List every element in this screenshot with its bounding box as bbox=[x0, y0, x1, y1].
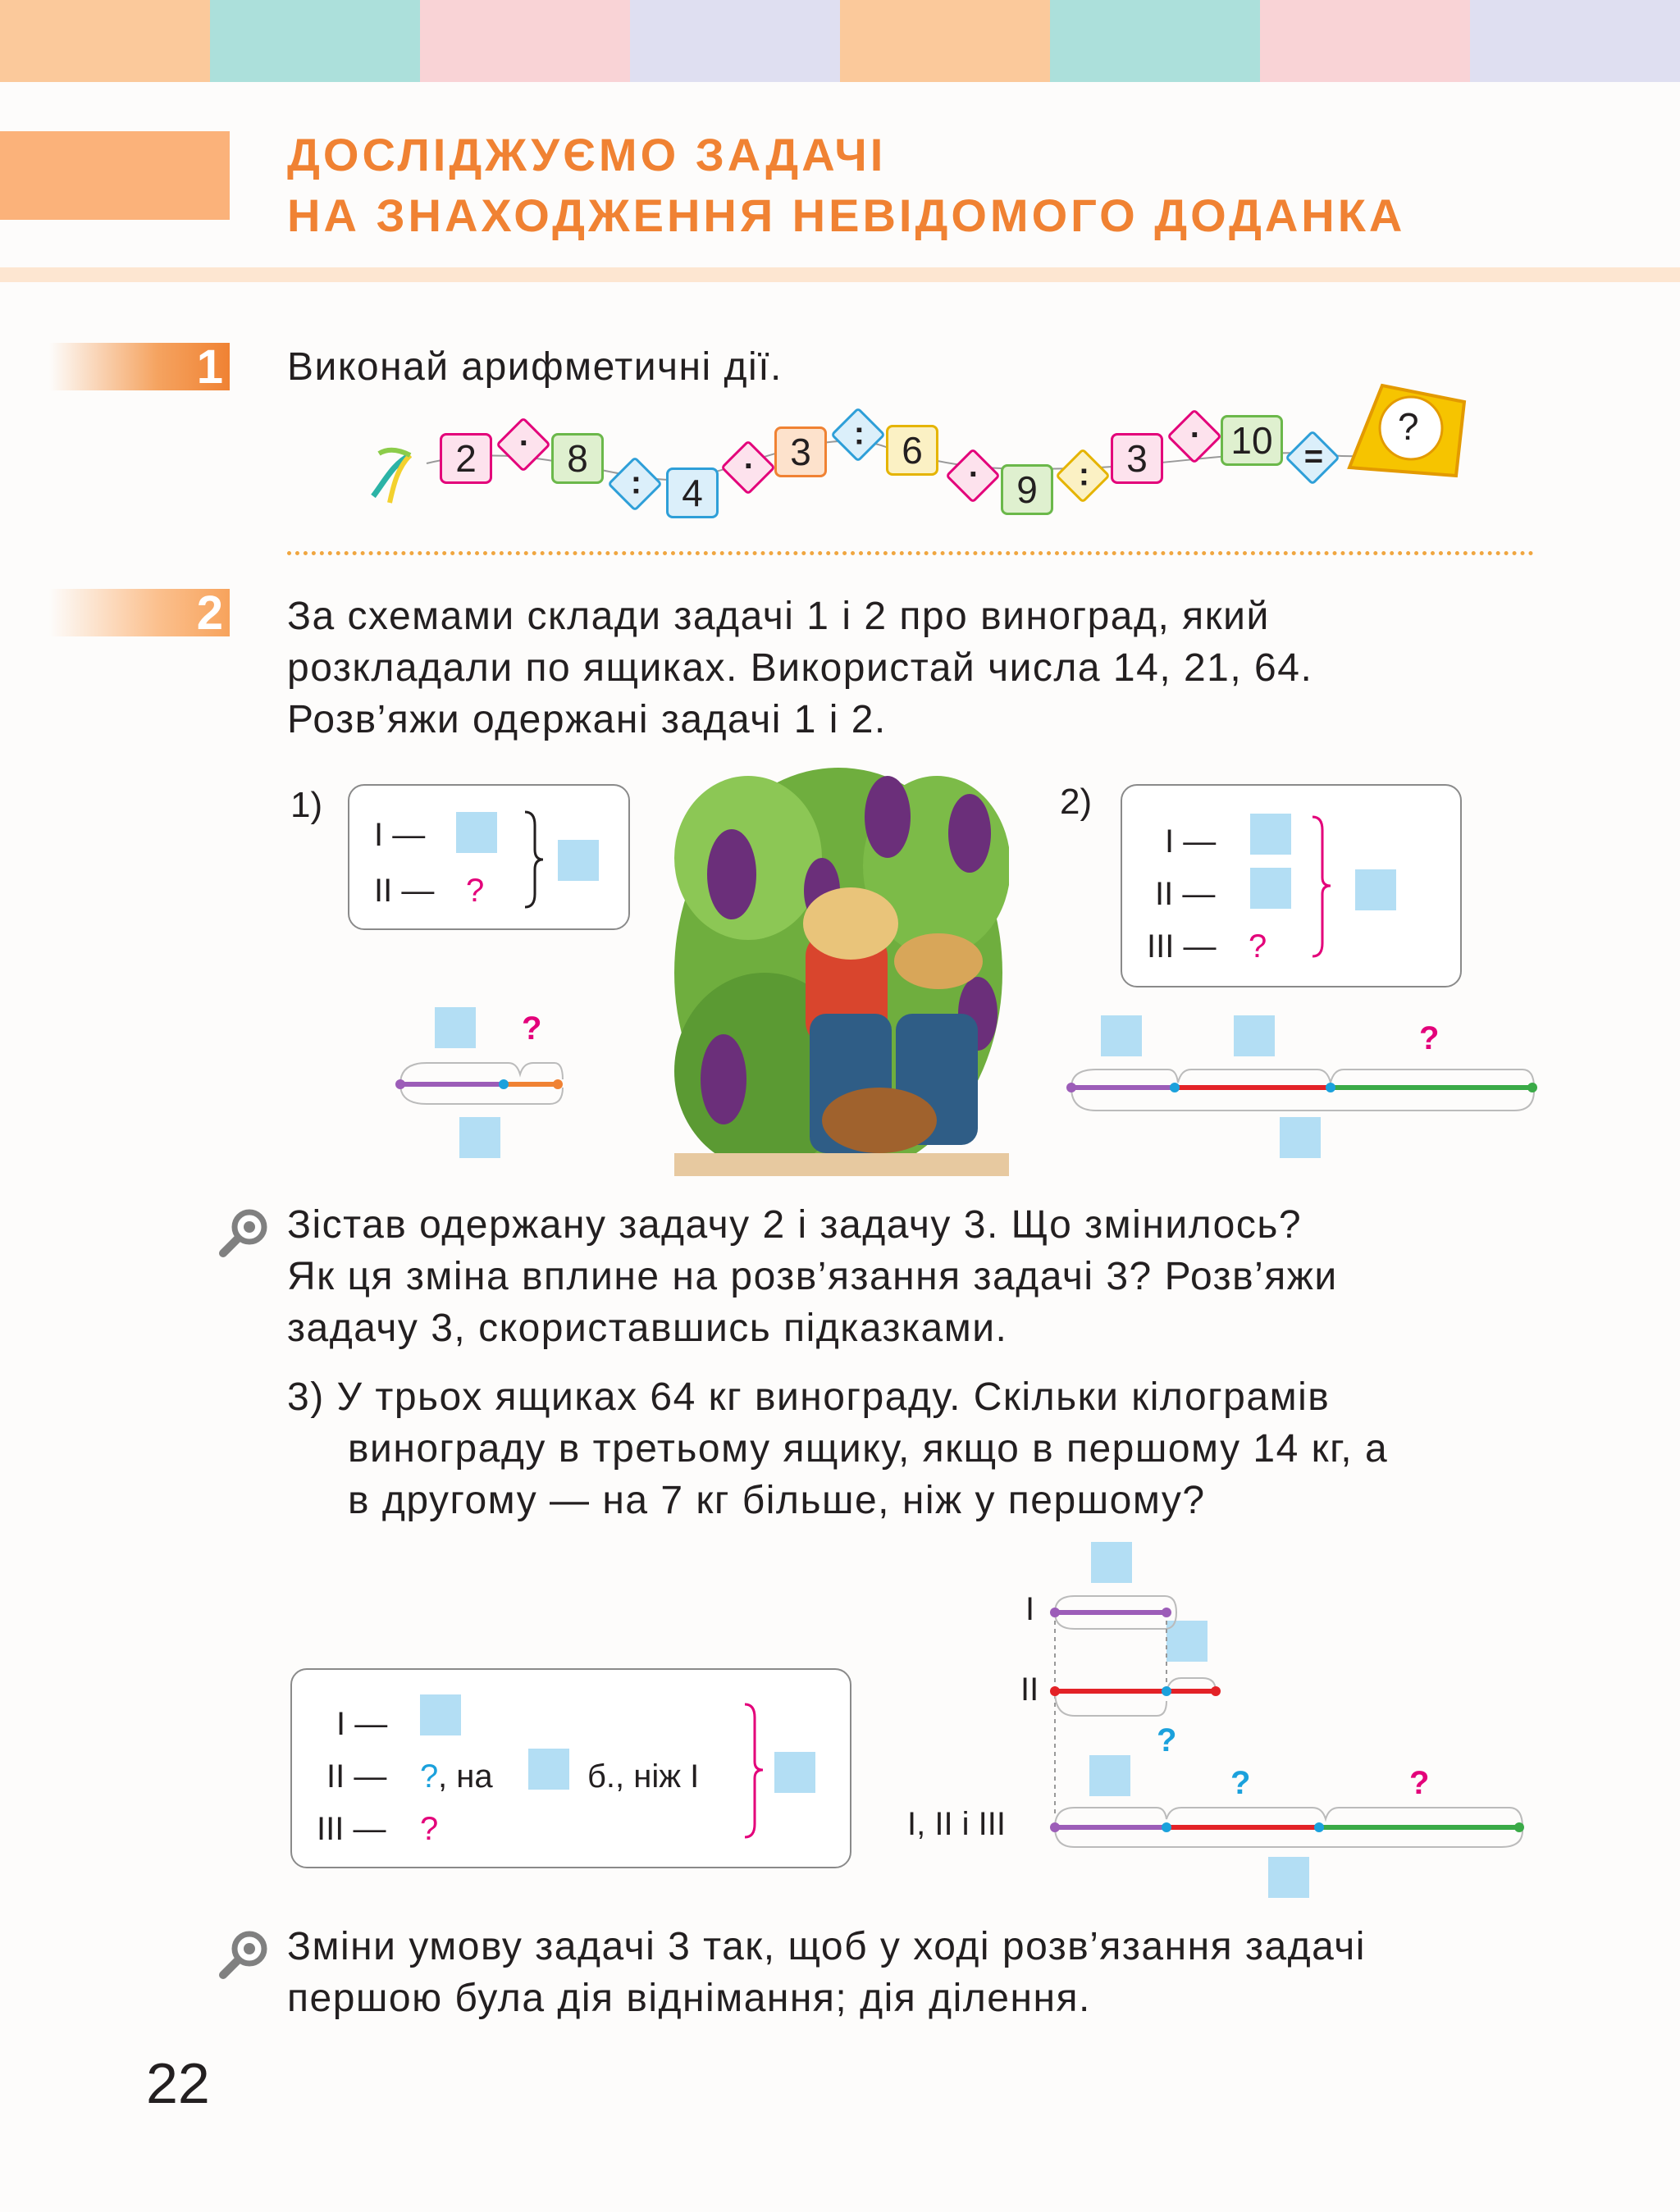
stripe bbox=[1050, 0, 1260, 82]
chain-number-box: 3 bbox=[774, 426, 827, 477]
chain-number-box: 10 bbox=[1221, 415, 1283, 466]
question-mark: ? bbox=[420, 1811, 439, 1847]
task3-line-3: в другому — на 7 кг більше, ніж у першому? bbox=[348, 1479, 1206, 1522]
op-symbol: : bbox=[853, 415, 865, 452]
scheme-3-row-3: ІІІ — bbox=[317, 1811, 386, 1847]
stripe bbox=[420, 0, 630, 82]
scheme-1-row-1: І — bbox=[374, 817, 426, 853]
ribbon-icon bbox=[369, 431, 418, 504]
answer-square bbox=[774, 1752, 815, 1793]
answer-square bbox=[459, 1117, 500, 1158]
scheme-3-row-1: І — bbox=[336, 1706, 388, 1742]
segment-diagram-1 bbox=[394, 1055, 566, 1112]
answer-square bbox=[435, 1007, 476, 1048]
answer-square bbox=[1250, 814, 1291, 855]
change-line-2: першою була дія віднімання; дія ділення. bbox=[287, 1977, 1091, 2020]
question-mark: ? bbox=[466, 873, 485, 909]
page-number: 22 bbox=[146, 2051, 210, 2115]
task1-text: Виконай арифметичні дії. bbox=[287, 345, 783, 389]
question-mark: ? bbox=[522, 1010, 542, 1047]
title-line-1: ДОСЛІДЖУЄМО ЗАДАЧІ bbox=[287, 129, 887, 180]
stripe bbox=[0, 0, 210, 82]
task3-line-1: 3) У трьох ящиках 64 кг винограду. Скільки кілограмів bbox=[287, 1375, 1331, 1419]
scheme-3-row-2-on: , на bbox=[438, 1758, 493, 1795]
question-mark: ? bbox=[1249, 928, 1267, 965]
scheme-1-label: 1) bbox=[290, 785, 323, 825]
scheme-1-row-2: ІІ — bbox=[374, 873, 435, 909]
compare-line-1: Зістав одержану задачу 2 і задачу 3. Що змінилось? bbox=[287, 1203, 1303, 1247]
task2-line-1: За схемами склади задачі 1 і 2 про виноград, який bbox=[287, 595, 1270, 638]
question-mark: ? bbox=[420, 1758, 439, 1795]
brace-icon bbox=[742, 1701, 765, 1840]
op-symbol: · bbox=[968, 456, 980, 493]
op-symbol: : bbox=[1078, 456, 1090, 493]
page-title bbox=[287, 125, 1405, 246]
chain-number-box: 2 bbox=[440, 433, 492, 484]
answer-square bbox=[1355, 869, 1396, 910]
scheme-3-row-2: ІІ — bbox=[326, 1758, 387, 1795]
dotted-separator bbox=[287, 551, 1534, 555]
answer-square bbox=[1101, 1015, 1142, 1056]
op-symbol: = bbox=[1303, 438, 1324, 475]
segment-diagram-3 bbox=[1042, 1586, 1534, 1865]
question-mark: ? bbox=[1409, 1765, 1430, 1801]
task3-line-2: винограду в третьому ящику, якщо в першому 14 кг, а bbox=[348, 1427, 1389, 1471]
answer-square bbox=[1280, 1117, 1321, 1158]
stripe bbox=[840, 0, 1050, 82]
answer-square bbox=[1091, 1542, 1132, 1583]
kite-question: ? bbox=[1398, 405, 1419, 448]
task2-line-3: Розв’яжи одержані задачі 1 і 2. bbox=[287, 698, 887, 741]
scheme-2-label: 2) bbox=[1060, 782, 1093, 822]
stripe bbox=[1260, 0, 1470, 82]
magnifier-icon bbox=[218, 1206, 271, 1258]
change-line-1: Зміни умову задачі 3 так, щоб у ході розв’язання задачі bbox=[287, 1925, 1366, 1968]
brace-icon bbox=[1309, 814, 1332, 960]
answer-square bbox=[1250, 868, 1291, 909]
op-symbol: · bbox=[1189, 417, 1202, 454]
brace-icon bbox=[522, 809, 545, 910]
answer-square bbox=[420, 1694, 461, 1735]
question-mark: ? bbox=[1419, 1020, 1440, 1056]
chain-number-box: 4 bbox=[666, 467, 719, 518]
task-number-1 bbox=[49, 340, 230, 394]
answer-square bbox=[558, 840, 599, 881]
task2-line-2: розкладали по ящиках. Використай числа 14, 21, 64. bbox=[287, 646, 1313, 690]
grapes-harvest-illustration bbox=[674, 768, 1009, 1176]
answer-square bbox=[528, 1749, 569, 1790]
chain-number-box: 3 bbox=[1111, 433, 1163, 484]
answer-square bbox=[456, 812, 497, 853]
question-mark: ? bbox=[1230, 1765, 1251, 1801]
stripe bbox=[630, 0, 840, 82]
chain-number-box: 8 bbox=[551, 433, 604, 484]
magnifier-icon bbox=[218, 1927, 271, 1980]
task-number-2 bbox=[49, 586, 230, 640]
title-band bbox=[0, 131, 230, 220]
compare-line-2: Як ця зміна вплине на розв’язання задачі 3? Розв’яжи bbox=[287, 1255, 1338, 1298]
header-rule bbox=[0, 267, 1680, 282]
compare-line-3: задачу 3, скориставшись підказками. bbox=[287, 1307, 1008, 1350]
task-number-1-label: 1 bbox=[196, 340, 223, 394]
chain-number-box: 6 bbox=[886, 425, 938, 476]
op-symbol: · bbox=[518, 425, 531, 462]
segment-label-all: І, ІІ і ІІІ bbox=[907, 1806, 1007, 1842]
answer-square bbox=[1268, 1857, 1309, 1898]
title-line-2: НА ЗНАХОДЖЕННЯ НЕВІДОМОГО ДОДАНКА bbox=[287, 189, 1406, 241]
op-symbol: · bbox=[743, 448, 756, 485]
scheme-2-row-2: ІІ — bbox=[1155, 876, 1216, 912]
task-number-2-label: 2 bbox=[196, 586, 223, 640]
op-symbol: : bbox=[630, 464, 642, 501]
question-mark: ? bbox=[1157, 1722, 1177, 1758]
stripe bbox=[210, 0, 420, 82]
answer-square bbox=[1234, 1015, 1275, 1056]
segment-label-2: ІІ bbox=[1020, 1672, 1039, 1708]
stripe bbox=[1470, 0, 1680, 82]
scheme-2-row-1: І — bbox=[1165, 823, 1217, 860]
scheme-2-row-3: ІІІ — bbox=[1147, 928, 1217, 965]
segment-label-1: І bbox=[1025, 1591, 1035, 1627]
chain-number-box: 9 bbox=[1001, 464, 1053, 515]
scheme-3-row-2-more: б., ніж І bbox=[587, 1758, 700, 1795]
top-color-stripes bbox=[0, 0, 1680, 82]
